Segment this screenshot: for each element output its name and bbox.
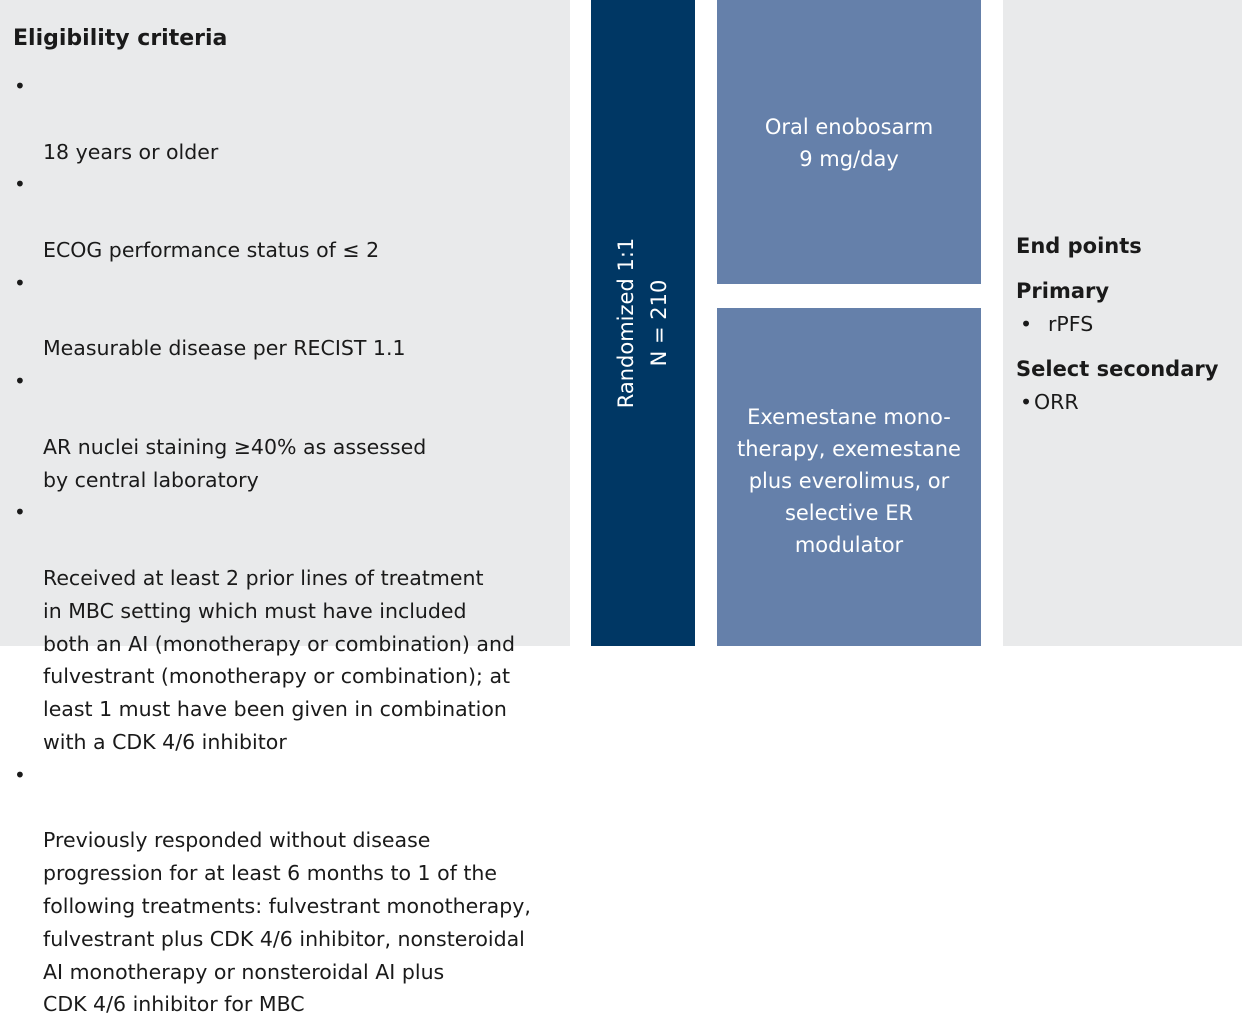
primary-endpoint-item xyxy=(1020,309,1093,339)
criterion-prior-lines xyxy=(0,496,565,758)
secondary-endpoint-item xyxy=(1020,387,1079,417)
secondary-endpoint-text: ORR xyxy=(1034,390,1079,414)
bullet-icon: • xyxy=(14,500,26,525)
endpoints-panel xyxy=(1003,0,1242,646)
criterion-ecog xyxy=(0,168,565,266)
bullet-icon: • xyxy=(14,762,26,787)
criterion-recist xyxy=(0,267,565,365)
bullet-icon: • xyxy=(1020,390,1033,414)
bullet-icon: • xyxy=(1020,312,1033,336)
primary-endpoint-heading: Primary xyxy=(1016,279,1110,303)
randomization-bar xyxy=(591,0,695,646)
criterion-text: ECOG performance status of ≤ 2 xyxy=(43,237,380,262)
bullet-icon: • xyxy=(14,172,26,197)
eligibility-panel xyxy=(0,0,570,1017)
eligibility-criteria-list xyxy=(0,70,565,1021)
criterion-text: Received at least 2 prior lines of treatment in MBC setting which must have included both an AI (monotherapy or combination) and fulvestrant (monotherapy or combination); at least 1 must have been given in combination with a CDK 4/6 inhibitor xyxy=(43,565,515,754)
criterion-text: AR nuclei staining ≥40% as assessed by central laboratory xyxy=(43,434,427,492)
sample-size: N = 210 xyxy=(647,279,671,367)
bullet-icon: • xyxy=(14,369,26,394)
randomization-ratio: Randomized 1:1 xyxy=(614,237,638,409)
bullet-icon: • xyxy=(14,74,26,98)
criterion-age xyxy=(0,70,565,168)
primary-endpoint-text: rPFS xyxy=(1048,312,1094,336)
bullet-icon: • xyxy=(14,270,26,295)
criterion-ar-staining xyxy=(0,365,565,496)
arm-label: Exemestane mono- therapy, exemestane plus everolimus, or selective ER modulator xyxy=(737,405,961,557)
randomization-label xyxy=(610,238,676,409)
criterion-text: Measurable disease per RECIST 1.1 xyxy=(43,336,406,361)
criterion-text: Previously responded without disease progression for at least 6 months to 1 of the following treatments: fulvestrant monotherapy, fulvestrant plus CDK 4/6 inhibitor, nonsteroidal AI monotherapy or nonsteroidal AI plus CDK 4/6 inhibitor for MBC xyxy=(43,828,531,1017)
endpoints-title: End points xyxy=(1016,234,1142,258)
criterion-text: 18 years or older xyxy=(43,139,219,164)
secondary-endpoint-heading: Select secondary xyxy=(1016,357,1219,381)
criterion-prior-response xyxy=(0,759,565,1021)
treatment-arm-enobosarm xyxy=(717,0,981,284)
arm-label: Oral enobosarm 9 mg/day xyxy=(764,115,934,171)
treatment-arm-comparator xyxy=(717,308,981,646)
eligibility-title: Eligibility criteria xyxy=(13,26,228,51)
